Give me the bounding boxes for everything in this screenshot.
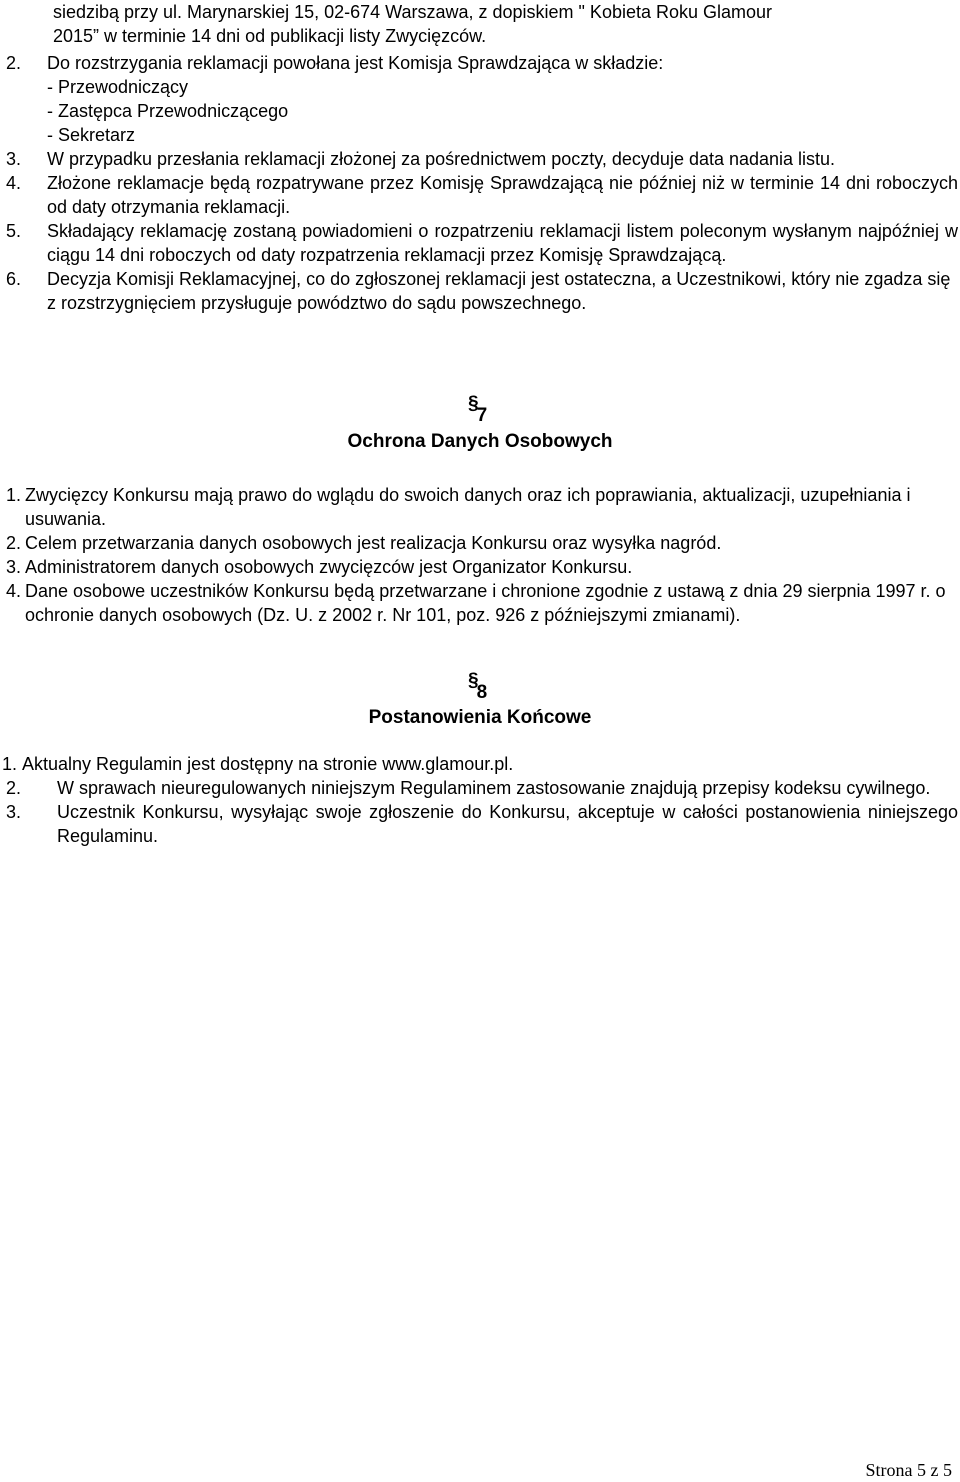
list-item-text: [47, 51, 960, 147]
list-item-text: Celem przetwarzania danych osobowych jest realizacja Konkursu oraz wysyłka nagród.: [25, 533, 722, 553]
section-7-number: §7: [468, 393, 488, 426]
list-item: [0, 267, 960, 315]
list-item-number: 3.: [6, 802, 22, 822]
list-item: [0, 800, 960, 848]
list-item-line: Do rozstrzygania reklamacji powołana jest Komisja Sprawdzająca w składzie:: [47, 53, 664, 73]
list-item-text: W przypadku przesłania reklamacji złożonej za pośrednictwem poczty, decyduje data nadania listu.: [47, 149, 836, 169]
intro-line-2: 2015” w terminie 14 dni od publikacji listy Zwycięzców.: [53, 26, 487, 46]
list-item: [0, 483, 960, 531]
list-item: [0, 752, 960, 776]
complaints-list: [0, 51, 960, 315]
list-item-number: 5.: [6, 221, 22, 241]
section-8-title: Postanowienia Końcowe: [368, 707, 592, 728]
list-item-number: 2.: [6, 533, 22, 553]
list-item-number: 2.: [6, 53, 22, 73]
page-number-footer: Strona 5 z 5: [865, 1460, 952, 1480]
list-item-number: 1.: [6, 485, 22, 505]
list-item: [0, 171, 960, 219]
list-item-number: 4.: [6, 581, 22, 601]
list-item-line: - Przewodniczący: [47, 77, 189, 97]
list-item-text: Decyzja Komisji Reklamacyjnej, co do zgłoszonej reklamacji jest ostateczna, a Uczestnikowi, który nie zgadza się z rozstrzygnięciem przysługuje powództwo do sądu powszechnego.: [47, 269, 951, 313]
section-8-number: §8: [468, 670, 488, 703]
list-item-number: 2.: [6, 778, 22, 798]
list-item-number: 6.: [6, 269, 22, 289]
intro-line-1: siedzibą przy ul. Marynarskiej 15, 02-674 Warszawa, z dopiskiem " Kobieta Roku Glamour: [53, 2, 773, 22]
list-item: [0, 147, 960, 171]
list-item-text: Aktualny Regulamin jest dostępny na stronie www.glamour.pl.: [22, 754, 514, 774]
list-item-text: Uczestnik Konkursu, wysyłając swoje zgłoszenie do Konkursu, akceptuje w całości postanowienia niniejszego Regulaminu.: [57, 802, 958, 846]
list-item-text: Dane osobowe uczestników Konkursu będą przetwarzane i chronione zgodnie z ustawą z dnia 29 sierpnia 1997 r. o ochronie danych osobowych (Dz. U. z 2002 r. Nr 101, poz. 926 z późniejszymi zmianami).: [25, 581, 946, 625]
list-item-number: 3.: [6, 557, 22, 577]
list-item-text: Zwycięzcy Konkursu mają prawo do wglądu do swoich danych oraz ich poprawiania, aktualizacji, uzupełniania i usuwania.: [25, 485, 911, 529]
data-protection-list: [0, 483, 960, 627]
list-item-text: Administratorem danych osobowych zwycięzców jest Organizator Konkursu.: [25, 557, 633, 577]
list-item-number: 1.: [2, 754, 18, 774]
list-item: [0, 776, 960, 800]
list-item: [0, 51, 960, 147]
list-item: [0, 219, 960, 267]
list-item-text: Składający reklamację zostaną powiadomieni o rozpatrzeniu reklamacji listem poleconym wysłanym najpóźniej w ciągu 14 dni roboczych od daty rozpatrzenia reklamacji przez Komisję Sprawdzającą.: [47, 221, 958, 265]
list-item-number: 4.: [6, 173, 22, 193]
list-item-text: Złożone reklamacje będą rozpatrywane przez Komisję Sprawdzającą nie później niż w terminie 14 dni roboczych od daty otrzymania reklamacji.: [47, 173, 958, 217]
list-item: [0, 531, 960, 555]
final-provisions-list: [0, 752, 960, 848]
intro-paragraph: [0, 0, 960, 48]
list-item-line: - Zastępca Przewodniczącego: [47, 101, 289, 121]
list-item-number: 3.: [6, 149, 22, 169]
list-item-text: W sprawach nieuregulowanych niniejszym Regulaminem zastosowanie znajdują przepisy kodeksu cywilnego.: [57, 778, 931, 798]
list-item: [0, 579, 960, 627]
section-sign-icon: §: [468, 670, 479, 691]
section-7-title: Ochrona Danych Osobowych: [347, 431, 613, 452]
section-sign-icon: §: [468, 393, 479, 414]
list-item: [0, 555, 960, 579]
list-item-line: - Sekretarz: [47, 125, 136, 145]
